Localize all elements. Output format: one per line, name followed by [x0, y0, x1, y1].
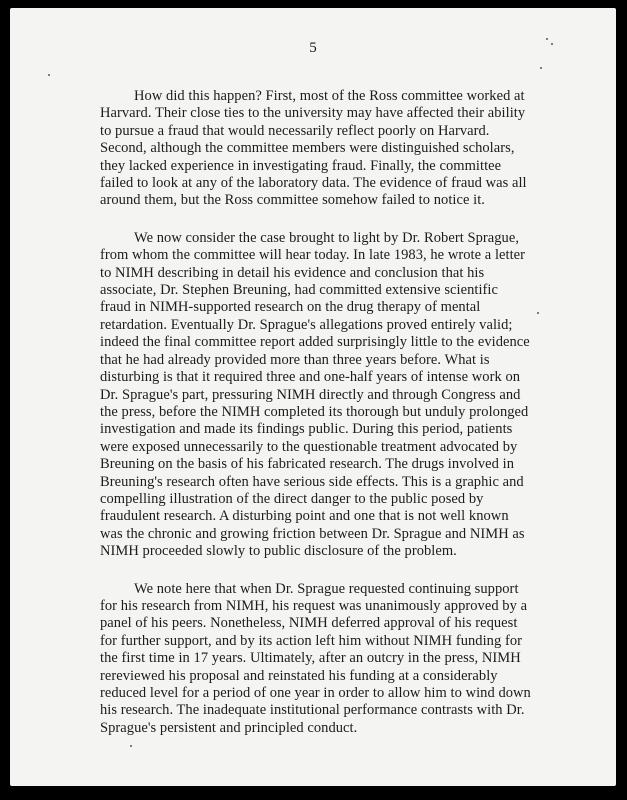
scan-speck [130, 745, 132, 747]
scan-speck [537, 312, 539, 314]
page-number: 5 [309, 40, 317, 56]
paragraph-ross-committee: How did this happen? First, most of the Ross committee worked at Harvard. Their close ties to the university may have affected their ability to pursue a fraud that would necessarily reflect poorly on Harvard. Second, although the committee members were distinguished scholars, they lacked experience in investigating fraud. Finally, the committee failed to look at any of the laboratory data. The evidence of fraud was all around them, but the Ross committee somehow failed to notice it. [100, 88, 527, 209]
scan-speck [540, 67, 542, 69]
document-body [100, 88, 532, 757]
paragraph-nimh-funding: We note here that when Dr. Sprague requested continuing support for his research from NIMH, his request was unanimously approved by a panel of his peers. Nonetheless, NIMH deferred approval of his request for further support, and by its action left him without NIMH funding for the first time in 17 years. Ultimately, after an outcry in the press, NIMH rereviewed his proposal and reinstated his funding at a considerably reduced level for a period of one year in order to allow him to wind down his research. The inadequate institutional performance contrasts with Dr. Sprague's persistent and principled conduct. [100, 580, 531, 736]
scan-speck [546, 38, 548, 40]
scan-speck [48, 74, 50, 76]
scan-speck [551, 43, 553, 45]
paragraph-sprague-case: We now consider the case brought to light by Dr. Robert Sprague, from whom the committee will hear today. In late 1983, he wrote a letter to NIMH describing in detail his evidence and conclusion that his associate, Dr. Stephen Breuning, had committed extensive scientific fraud in NIMH-supported research on the drug therapy of mental retardation. Eventually Dr. Sprague's allegations proved entirely valid; indeed the final committee report added surprisingly little to the evidence that he had already provided more than three years before. What is disturbing is that it required three and one-half years of intense work on Dr. Sprague's part, pressuring NIMH directly and through Congress and the press, before the NIMH completed its thorough but unduly prolonged investigation and made its findings public. During this period, patients were exposed unnecessarily to the questionable treatment advocated by Breuning on the basis of his fabricated research. The drugs involved in Breuning's research often have serious side effects. This is a graphic and compelling illustration of the direct danger to the public posed by fraudulent research. A disturbing point and one that is not well known was the chronic and growing friction between Dr. Sprague and NIMH as NIMH proceeded slowly to public disclosure of the problem. [100, 229, 530, 560]
